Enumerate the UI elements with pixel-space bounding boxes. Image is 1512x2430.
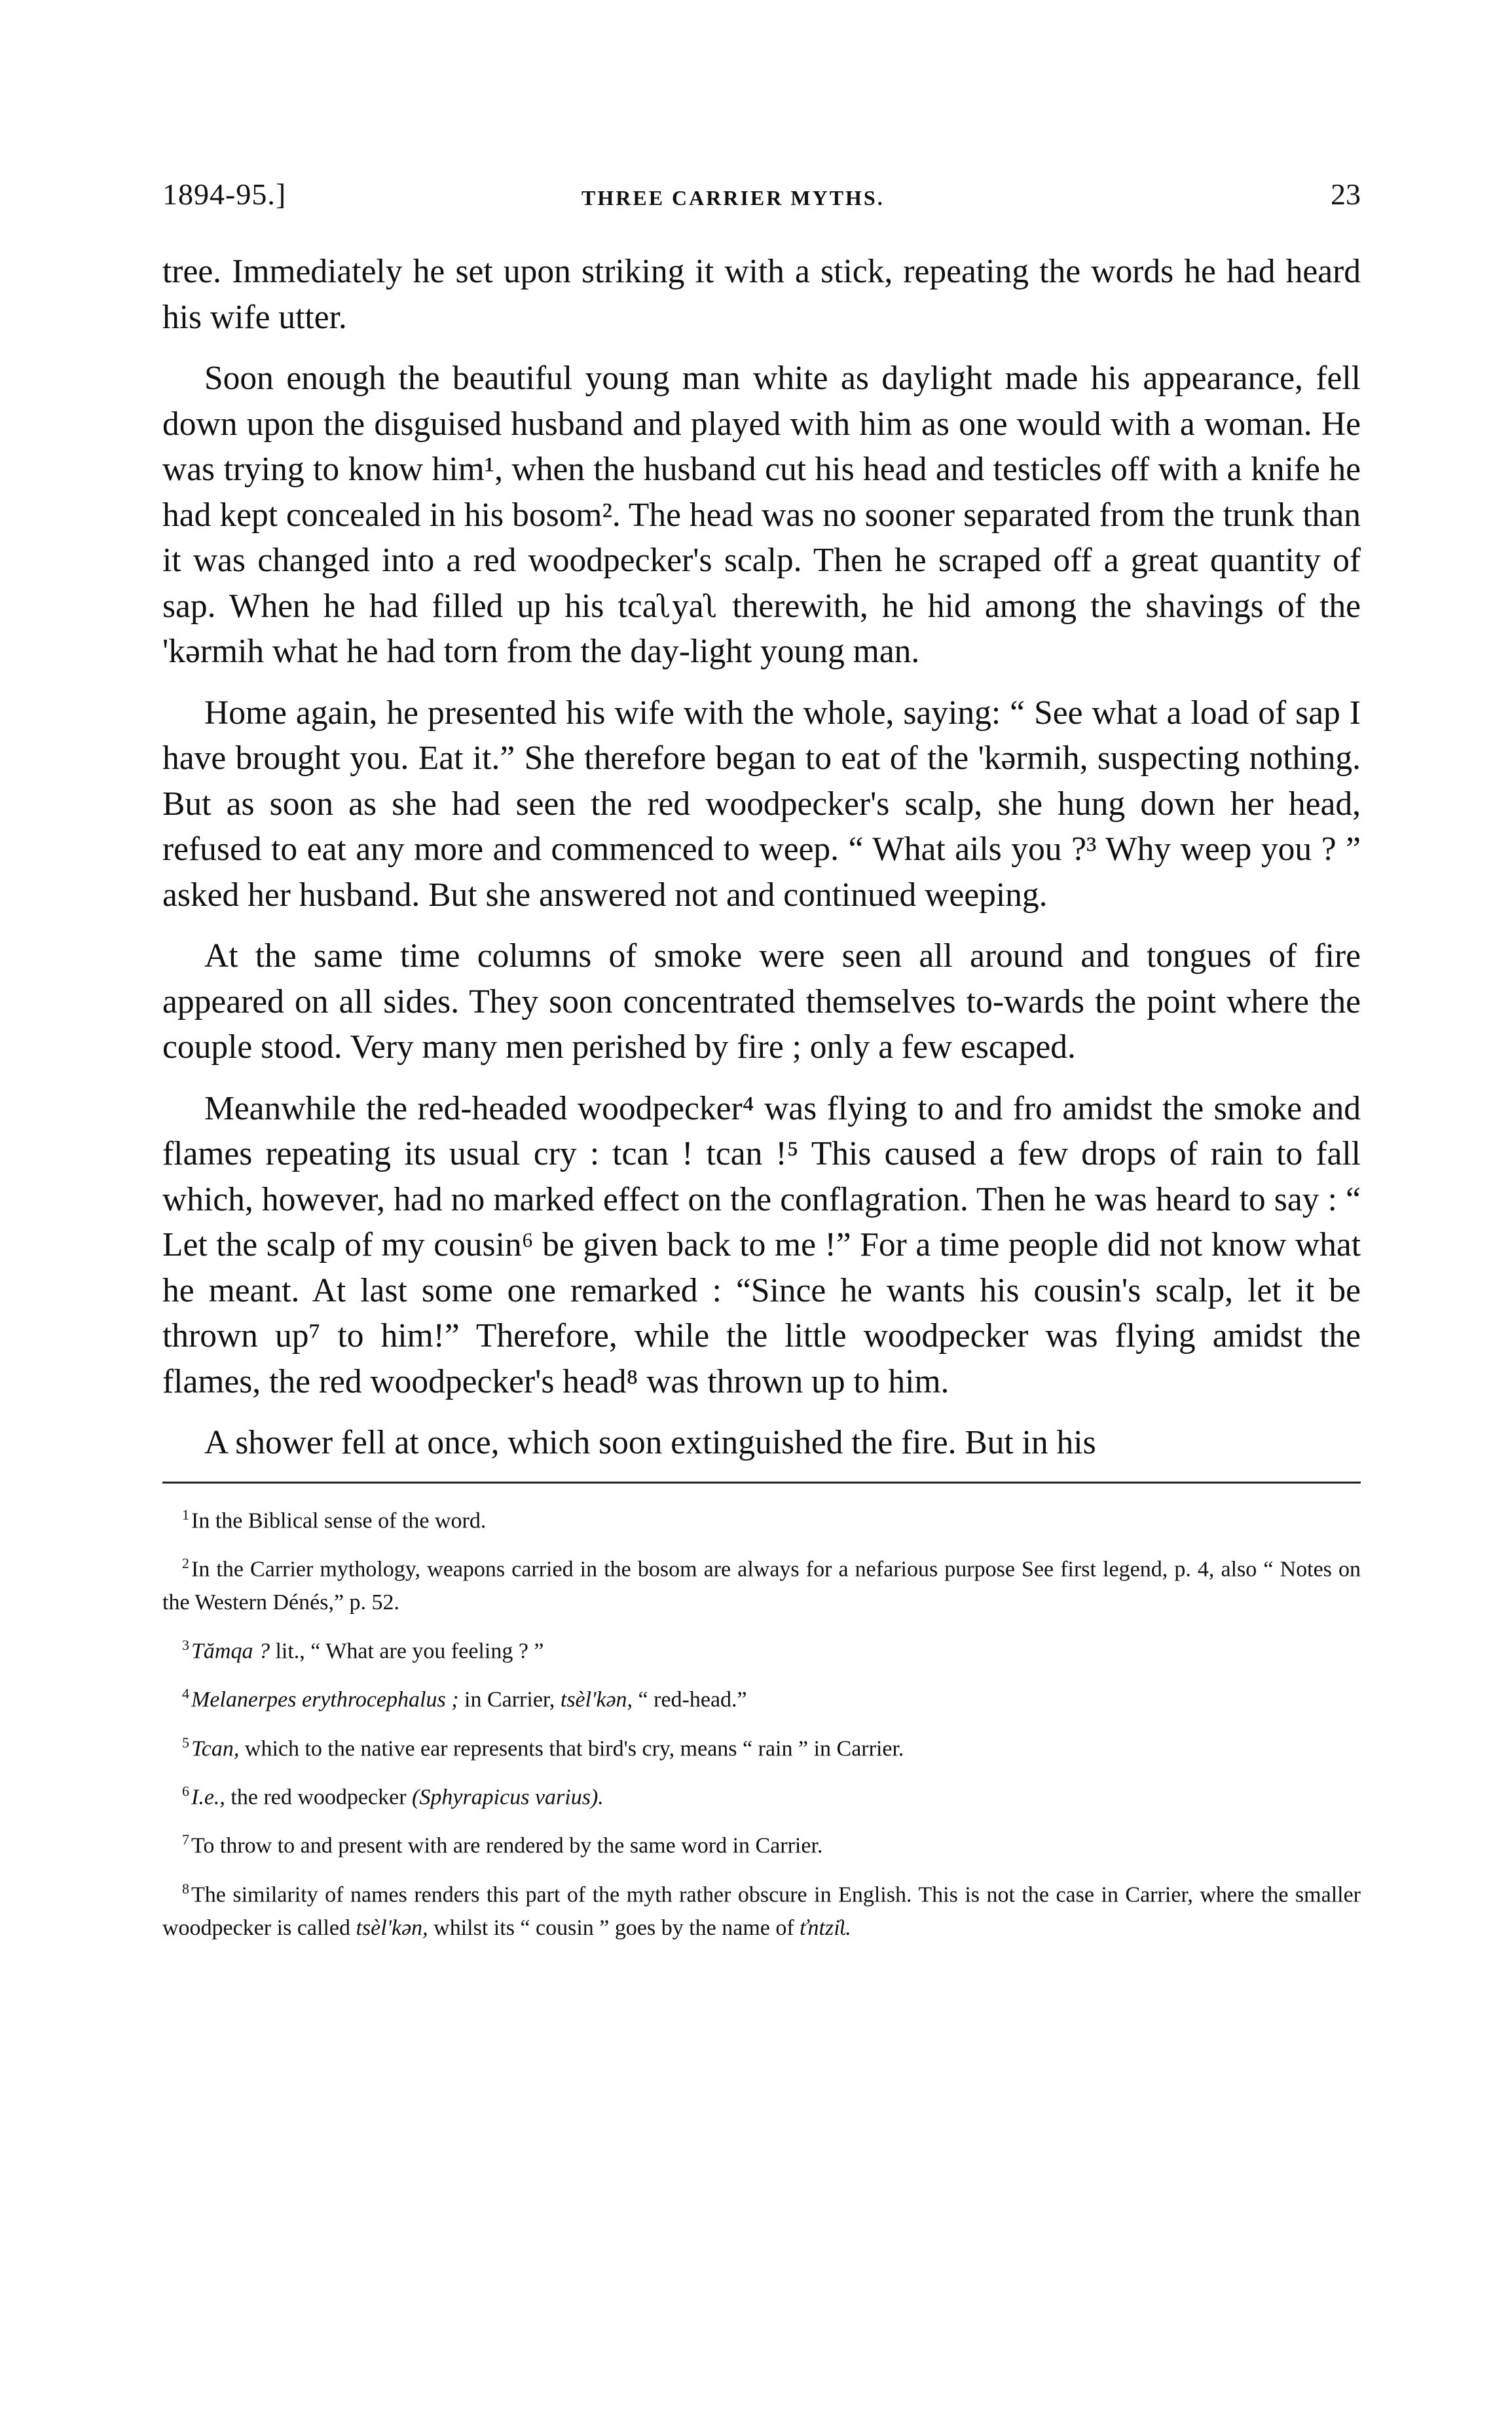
- footnote-italic: tsèl'kən,: [560, 1687, 633, 1712]
- footnote-number: 8: [182, 1880, 189, 1897]
- footnote-text: in Carrier,: [458, 1687, 561, 1712]
- footnote-5: [162, 1726, 1361, 1765]
- page-number: 23: [1331, 178, 1361, 211]
- footnote-number: 3: [182, 1637, 189, 1654]
- footnote-number: 1: [182, 1506, 189, 1523]
- footnote-text: The similarity of names renders this part of the myth rather obscure in English. This is not the case in Carrier, where the smaller woodpecker is called: [162, 1882, 1361, 1941]
- footnote-7: [162, 1823, 1361, 1862]
- footnote-italic: I.e.,: [191, 1785, 225, 1810]
- footnote-text: In the Biblical sense of the word.: [191, 1508, 487, 1533]
- book-page: [162, 177, 1361, 1954]
- footnote-divider: [162, 1482, 1361, 1484]
- footnote-4: [162, 1677, 1361, 1716]
- footnote-italic: tsèl'kən,: [356, 1916, 428, 1941]
- paragraph-4: At the same time columns of smoke were seen all around and tongues of fire appeared on all sides. They soon concentrated themselves to-wards the point where the couple stood. Very many men perished by fire ; only a few escaped.: [162, 937, 1361, 1066]
- footnote-text: To throw to and present with are rendered by the same word in Carrier.: [191, 1833, 823, 1858]
- footnote-number: 4: [182, 1685, 189, 1702]
- footnote-1: [162, 1498, 1361, 1537]
- footnote-italic: ťntziʅ.: [800, 1916, 851, 1941]
- footnote-6: [162, 1774, 1361, 1814]
- footnote-text: lit., “ What are you feeling ? ”: [269, 1639, 544, 1664]
- footnote-text: “ red-head.”: [633, 1687, 747, 1712]
- footnote-italic: Tămqa ?: [191, 1639, 270, 1664]
- footnote-text: which to the native ear represents that bird's cry, means “ rain ” in Carrier.: [239, 1736, 904, 1761]
- paragraph-3: Home again, he presented his wife with the whole, saying: “ See what a load of sap I have brought you. Eat it.” She therefore began to eat of the 'kərmih, suspecting nothing. But as soon as she had seen the red woodpecker's scalp, she hung down her head, refused to eat any more and commenced to weep. “ What ails you ?³ Why weep you ? ” asked her husband. But she answered not and continued weeping.: [162, 694, 1361, 914]
- footnote-rule: [162, 1482, 1361, 1484]
- footnote-number: 6: [182, 1783, 189, 1800]
- footnote-number: 5: [182, 1734, 189, 1751]
- running-title: THREE CARRIER MYTHS.: [581, 186, 885, 210]
- paragraph-6: A shower fell at once, which soon extinguished the fire. But in his: [204, 1424, 1096, 1461]
- volume-years: 1894-95.]: [162, 178, 287, 211]
- footnote-8: [162, 1872, 1361, 1945]
- footnote-3: [162, 1628, 1361, 1668]
- footnote-text: In the Carrier mythology, weapons carried in the bosom are always for a nefarious purpose See first legend, p. 4, also “ Notes on the Western Dénés,” p. 52.: [162, 1557, 1361, 1615]
- paragraph-5: Meanwhile the red-headed woodpecker⁴ was flying to and fro amidst the smoke and flames repeating its usual cry : tcan ! tcan !⁵ This caused a few drops of rain to fall which, however, had no marked effect on the conflagration. Then he was heard to say : “ Let the scalp of my cousin⁶ be given back to me !” For a time people did not know what he meant. At last some one remarked : “Since he wants his cousin's scalp, let it be thrown up⁷ to him!” Therefore, while the little woodpecker was flying amidst the flames, the red woodpecker's head⁸ was thrown up to him.: [162, 1089, 1361, 1400]
- paragraph-1: tree. Immediately he set upon striking it with a stick, repeating the words he had heard his wife utter.: [162, 253, 1361, 336]
- footnote-italic: Tcan,: [191, 1736, 240, 1761]
- footnote-italic: (Sphyrapicus varius).: [412, 1785, 604, 1810]
- footnote-text: the red woodpecker: [225, 1785, 413, 1810]
- footnote-number: 7: [182, 1831, 189, 1848]
- footnote-number: 2: [182, 1554, 189, 1571]
- running-head: [162, 177, 1361, 229]
- footnote-2: [162, 1546, 1361, 1619]
- footnote-text: whilst its “ cousin ” goes by the name of: [428, 1916, 800, 1941]
- footnote-italic: Melanerpes erythrocephalus ;: [191, 1687, 459, 1712]
- footnotes: [162, 1498, 1361, 1945]
- paragraph-2: Soon enough the beautiful young man white as daylight made his appearance, fell down upon the disguised husband and played with him as one would with a woman. He was trying to know him¹, when the husband cut his head and testicles off with a knife he had kept concealed in his bosom². The head was no sooner separated from the trunk than it was changed into a red woodpecker's scalp. Then he scraped off a great quantity of sap. When he had filled up his tcaʅyaʅ therewith, he hid among the shavings of the 'kərmih what he had torn from the day-light young man.: [162, 360, 1361, 670]
- body-text: [162, 249, 1361, 1466]
